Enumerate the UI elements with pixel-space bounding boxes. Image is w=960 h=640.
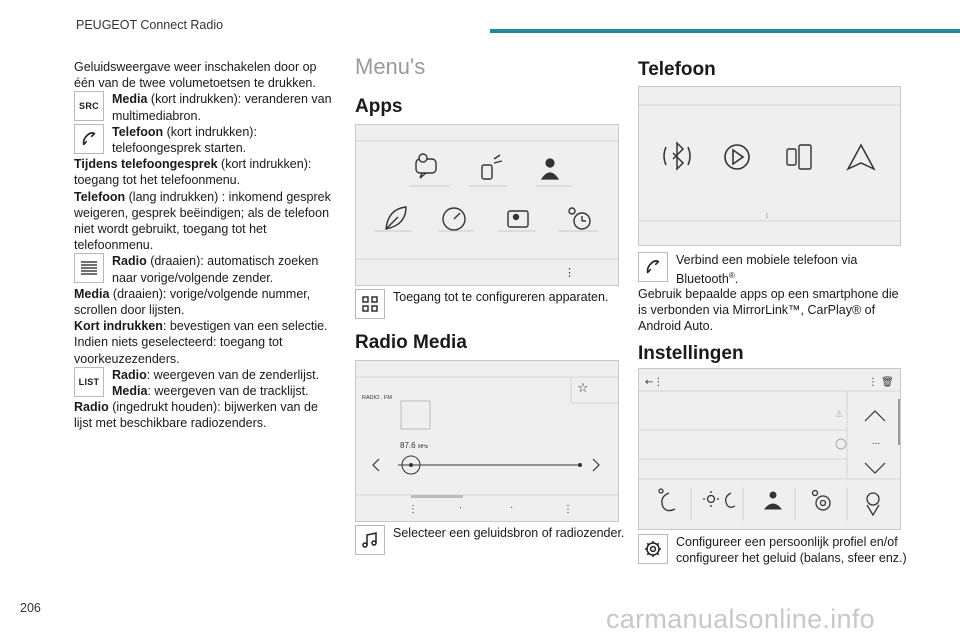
phone-row: Telefoon (kort indrukken): telefoongesprek starten.: [74, 124, 336, 156]
radio-frequency: 87.6: [400, 441, 416, 450]
svg-text:☆: ☆: [577, 381, 589, 396]
mirrorlink-text: Gebruik bepaalde apps op een smartphone die is verbonden via MirrorLink™, CarPlay® of Android Auto.: [638, 287, 899, 334]
running-header: PEUGEOT Connect Radio: [76, 18, 224, 32]
mirror-screen-icon: [787, 145, 811, 169]
phone-caption-row: [638, 252, 908, 288]
messages-icon: [416, 154, 436, 178]
settings-caption: Configureer een persoonlijk profiel en/of configureer het geluid (balans, sfeer enz.): [676, 535, 907, 566]
apps-screen: [355, 124, 619, 286]
telefoon-heading: Telefoon: [638, 59, 716, 80]
svg-text:·: ·: [510, 502, 514, 513]
svg-text:⋮: ⋮: [564, 267, 575, 279]
radio-caption: Selecteer een geluidsbron of radiozender.: [393, 526, 625, 540]
instellingen-heading: Instellingen: [638, 343, 744, 364]
phone-connect-icon: [638, 252, 668, 282]
list-row: LIST Radio: weergeven van de zenderlijst. Media: weergeven van de tracklijst.: [74, 367, 336, 399]
watermark: carmanualsonline.info: [606, 604, 875, 634]
contacts-icon: [508, 211, 528, 227]
menus-heading: Menu's: [355, 54, 426, 79]
speedometer-icon: [443, 208, 465, 230]
svg-text:...: ...: [872, 436, 881, 447]
play-icon: [725, 145, 749, 169]
apps-caption: Toegang tot te configureren apparaten.: [393, 290, 609, 304]
timer-icon: [569, 208, 590, 229]
phone-caption: Verbind een mobiele telefoon via Bluetooth®.: [676, 253, 858, 287]
svg-text:·: ·: [459, 502, 463, 513]
steering-controls-text: Geluidsweergave weer inschakelen door op één van de twee volumetoetsen te drukken. SRC Media (kort indrukken): veranderen van multimediabron. Telefoon (kort indrukken): telefoongesprek starten. Tijdens telefoongesprek (kort indrukken): toegang tot het telefoonmenu. Telefoon (lang indrukken) : inkomend gesprek weigeren, gesprek beëindigen; als de telefoon niet wordt gebruikt, toegang tot het telefoonmenu. Radio (draaien): automatisch zoeken naar vorige/volgende zender. Media (draaien): vorige/volgende nummer, scrollen door lijsten. Kort indrukken: bevestigen van een selectie. Indien niets geselecteerd: toegang tot voorkeuzezenders. LIST Radio: weergeven van de zenderlijst. Media: weergeven van de tracklijst. Radio (ingedrukt houden): bijwerken van de lijst met beschikbare radiozenders.: [74, 59, 336, 432]
vehicle-icon: [482, 155, 502, 179]
radio-caption-row: [355, 525, 625, 555]
svg-text:⋮ 🗑: ⋮ 🗑: [868, 377, 894, 388]
svg-text:⚠: ⚠: [835, 410, 844, 420]
apps-grid-icon: [355, 289, 385, 319]
apps-caption-row: [355, 289, 625, 319]
svg-text:ᛒ: ᛒ: [765, 212, 770, 220]
src-row: SRC Media (kort indrukken): veranderen van multimediabron.: [74, 91, 336, 123]
android-auto-icon: [848, 145, 874, 169]
radio-media-heading: Radio Media: [355, 332, 467, 353]
svg-text:⋮: ⋮: [563, 504, 573, 515]
svg-text:⋮: ⋮: [408, 504, 418, 515]
src-button-icon: SRC: [74, 91, 104, 121]
phone-handset-icon: [74, 124, 104, 154]
brightness-icon: [703, 491, 735, 507]
radio-frequency-unit: MHz: [418, 444, 429, 450]
phone-screen: [638, 86, 901, 246]
bluetooth-icon: [664, 143, 690, 169]
settings-caption-row: [638, 534, 908, 566]
radio-row: Radio (draaien): automatisch zoeken naar vorige/volgende zender.: [74, 253, 336, 285]
settings-screen: [638, 368, 901, 530]
page-number: 206: [20, 601, 41, 615]
apps-heading: Apps: [355, 96, 403, 117]
eco-icon: [386, 207, 406, 229]
gear-icon: [638, 534, 668, 564]
list-button-icon: LIST: [74, 367, 104, 397]
radio-band-label: RADIO . FM: [362, 395, 392, 401]
settings-gear-icon: [813, 491, 831, 511]
sound-profile-icon: [867, 493, 879, 515]
night-mode-icon: [659, 489, 675, 511]
header-accent-bar: [490, 29, 960, 33]
profile-icon: [765, 492, 781, 509]
svg-text:←⋮: ←⋮: [645, 377, 664, 388]
thumbwheel-icon: [74, 253, 104, 283]
driver-icon: [542, 159, 558, 179]
intro-text: Geluidsweergave weer inschakelen door op één van de twee volumetoetsen te drukken.: [74, 60, 317, 91]
radio-screen: [355, 360, 619, 522]
music-note-icon: [355, 525, 385, 555]
